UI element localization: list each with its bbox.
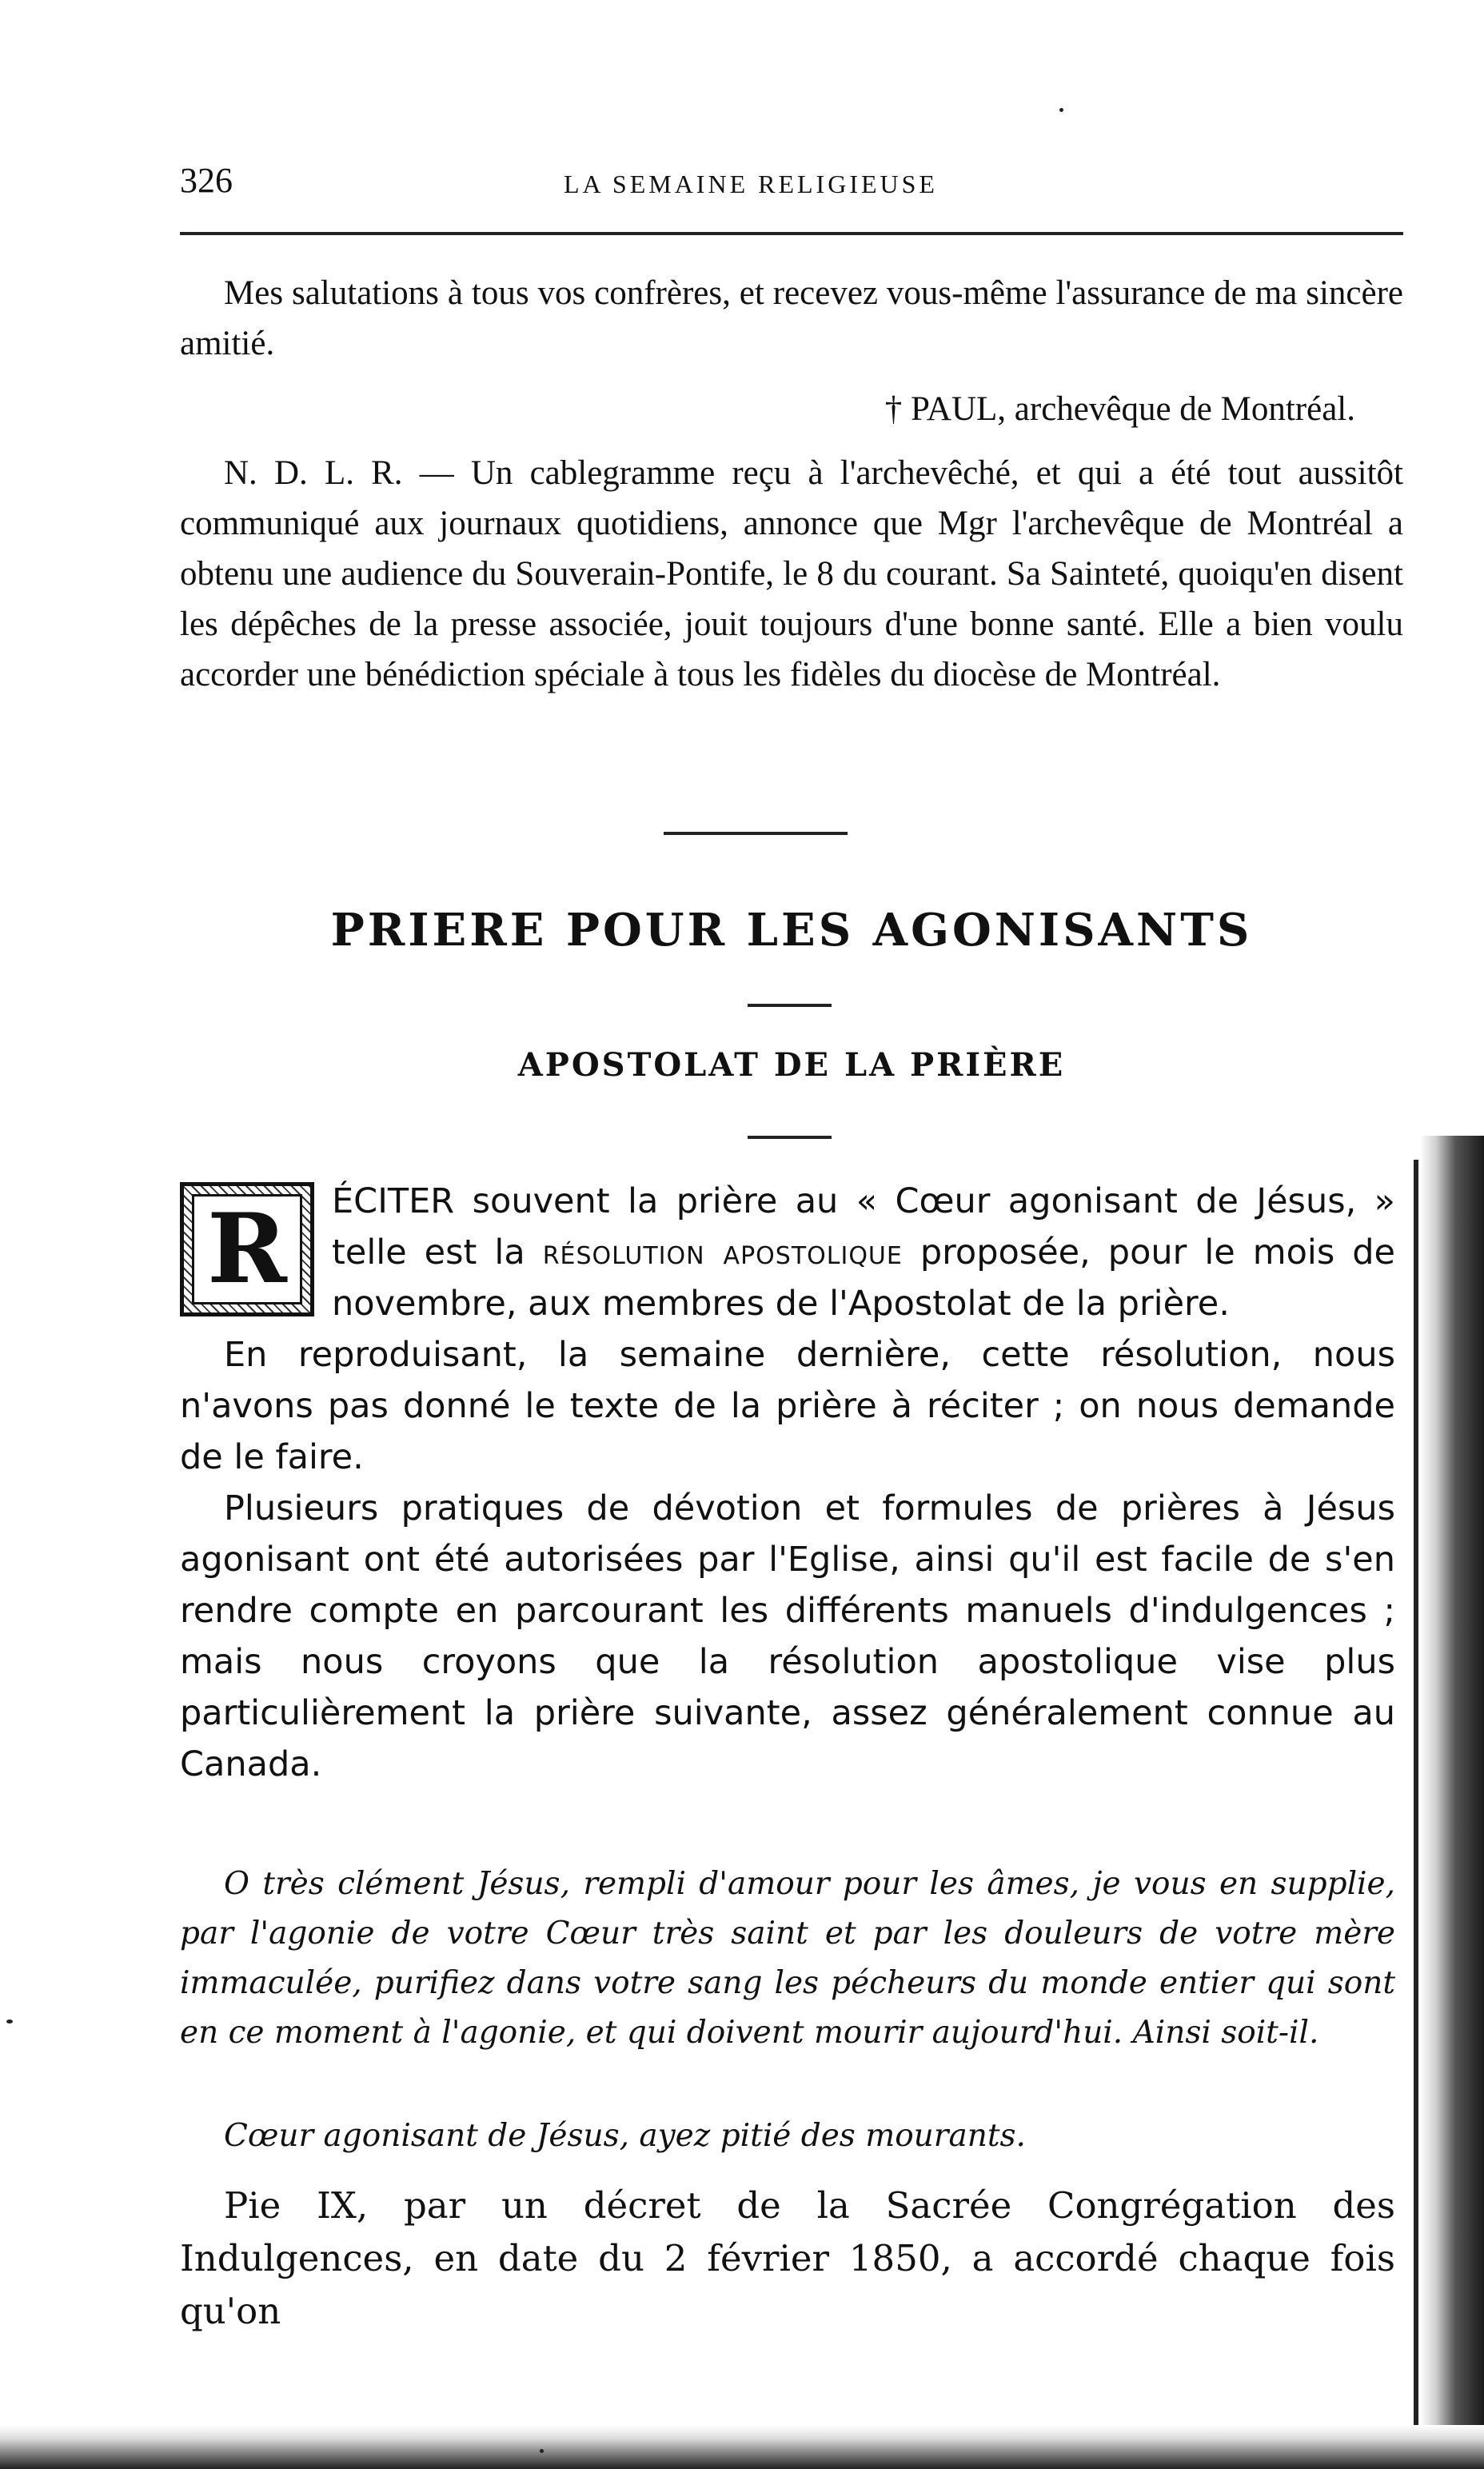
paragraph-2: En reproduisant, la semaine dernière, cette résolution, nous n'avons pas donné le texte de la prière à réciter ; on nous demande de le faire. — [180, 1335, 1395, 1477]
letter-closing-text: Mes salutations à tous vos confrères, et recevez vous-même l'assurance de ma sincère amitié. — [180, 274, 1403, 362]
editor-note — [180, 448, 1403, 700]
paragraph-1-start: ÉCITER souvent la prière au « Cœur agonisant de Jésus, » telle est la — [332, 1181, 1395, 1272]
binding-edge — [1414, 1160, 1418, 2439]
letter-closing — [180, 268, 1403, 369]
ink-speck — [1059, 108, 1063, 112]
resolution-apostolique: résolution apostolique — [542, 1233, 903, 1272]
title-rule — [748, 1004, 832, 1007]
ink-speck — [540, 2449, 544, 2453]
subtitle-rule — [748, 1136, 832, 1139]
dropcap-ornament — [180, 1182, 314, 1316]
editor-note-text: N. D. L. R. — Un cablegramme reçu à l'archevêché, et qui a été tout aussitôt communiqué aux journaux quotidiens, annonce que Mgr l'archevêque de Montréal a obtenu une audience du Souverain-Pontife, le 8 du courant. Sa Sainteté, quoiqu'en disent les dépêches de la presse associée, jouit toujours d'une bonne santé. Elle a bien voulu accorder une bénédiction spéciale à tous les fidèles du diocèse de Montréal. — [180, 454, 1403, 693]
page-number: 326 — [180, 161, 233, 200]
header-rule — [180, 232, 1403, 235]
signature: † PAUL, archevêque de Montréal. — [884, 390, 1355, 428]
paragraph-1-end: proposée, pour le mois de novembre, aux membres de l'Apostolat de la prière. — [332, 1233, 1396, 1324]
binding-shadow — [1420, 1136, 1484, 2469]
paragraph-1 — [180, 1176, 1395, 1329]
final-paragraph: Pie IX, par un décret de la Sacrée Congrégation des Indulgences, en date du 2 février 1850, a accordé chaque fois qu'on — [180, 2184, 1395, 2332]
article-body — [180, 1176, 1395, 1790]
page-header — [180, 160, 1403, 208]
running-head: LA SEMAINE RELIGIEUSE — [564, 170, 938, 198]
section-divider — [664, 832, 848, 835]
prayer-invocation: Cœur agonisant de Jésus, ayez pitié des mourants. — [224, 2118, 1026, 2154]
prayer-text: O très clément Jésus, rempli d'amour pour les âmes, je vous en supplie, par l'agonie de votre Cœur très saint et par les douleurs de votre mère immaculée, purifiez dans votre sang les pécheurs du monde entier qui sont en ce moment à l'agonie, et qui doivent mourir aujourd'hui. Ainsi soit-il. — [180, 1866, 1395, 2051]
section-title: PRIERE POUR LES AGONISANTS — [330, 904, 1253, 957]
bottom-edge — [0, 2425, 1484, 2469]
paragraph-3: Plusieurs pratiques de dévotion et formules de prières à Jésus agonisant ont été autorisées par l'Eglise, ainsi qu'il est facile de s'en rendre compte en parcourant les différents manuels d'indulgences ; mais nous croyons que la résolution apostolique vise plus particulièrement la prière suivante, assez généralement connue au Canada. — [180, 1488, 1395, 1784]
section-subtitle: APOSTOLAT DE LA PRIÈRE — [517, 1046, 1066, 1084]
dropcap-letter: R — [192, 1194, 302, 1304]
ink-speck — [6, 2020, 13, 2024]
